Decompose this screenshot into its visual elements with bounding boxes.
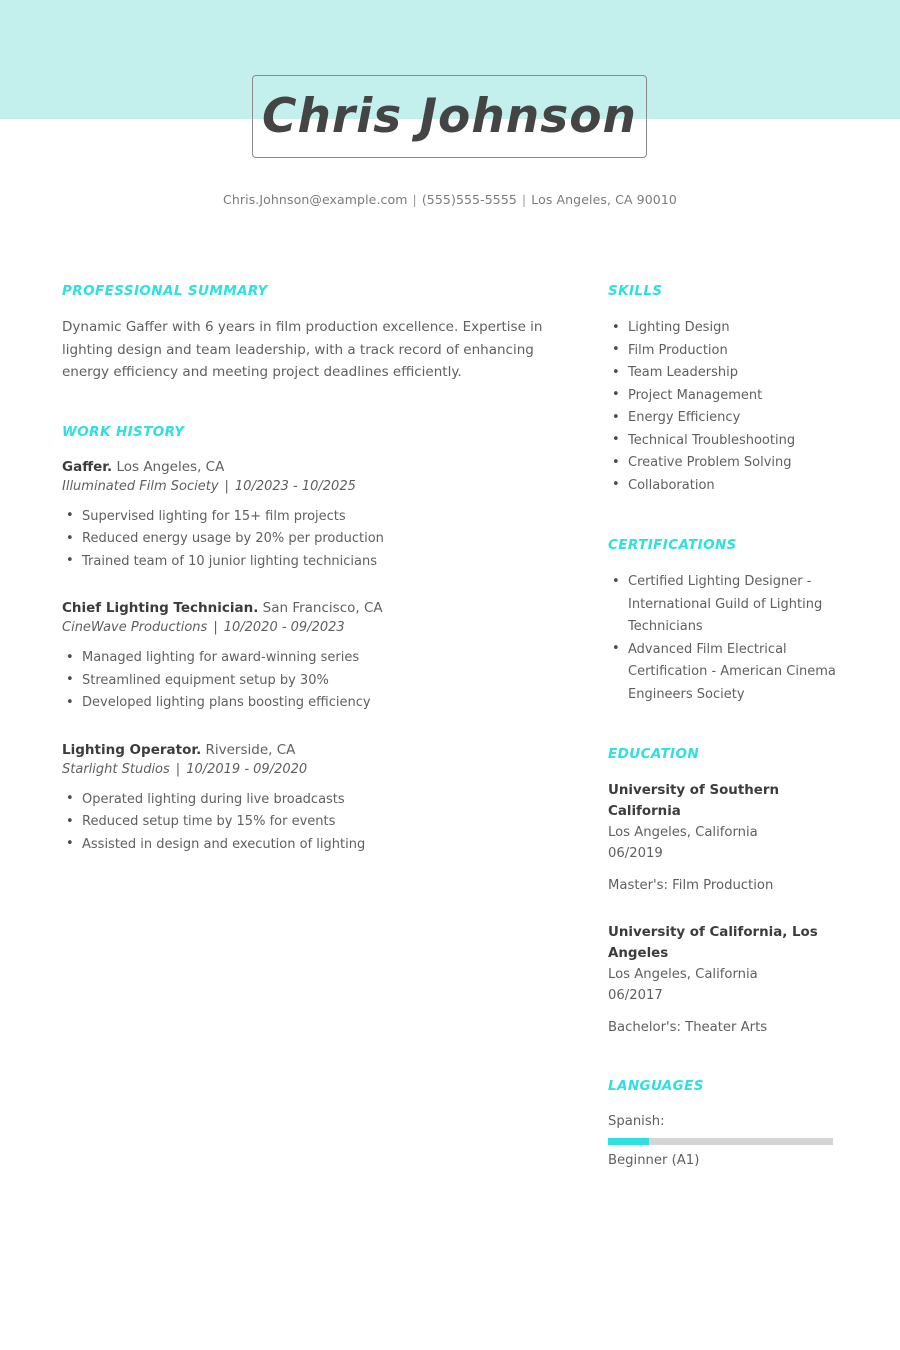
job-title: Gaffer. [62, 458, 113, 475]
list-item: • Trained team of 10 junior lighting technicians [62, 551, 552, 574]
list-item: • Operated lighting during live broadcasts [62, 789, 552, 812]
page-title: Chris Johnson [261, 89, 637, 144]
language-name: Spanish: [608, 1114, 665, 1129]
job-company: Illuminated Film Society [62, 478, 219, 494]
list-item: • Reduced energy usage by 20% per production [62, 528, 552, 551]
job-dates: 10/2019 - 09/2020 [186, 761, 308, 777]
job-title: Chief Lighting Technician. [62, 600, 259, 616]
section-languages [608, 1078, 840, 1171]
contact-separator-1: | [412, 192, 417, 207]
job-meta-line [62, 760, 552, 780]
name-box [252, 75, 647, 158]
certifications-list [608, 571, 840, 706]
skills-heading: SKILLS [608, 283, 663, 299]
job-entry [62, 740, 552, 857]
section-professional-summary [62, 283, 552, 384]
job-meta-separator: | [175, 761, 181, 777]
skills-list [608, 317, 840, 497]
section-education [608, 746, 840, 1038]
job-meta-separator: | [213, 620, 218, 635]
job-title-line [62, 457, 552, 477]
job-location: Los Angeles, CA [112, 458, 225, 475]
job-bullets [62, 789, 552, 857]
skill-item: • Creative Problem Solving [608, 452, 840, 475]
job-title: Lighting Operator. [62, 741, 202, 758]
language-proficiency-fill [608, 1138, 649, 1145]
contact-phone: (555)555-5555 [421, 192, 517, 207]
education-school: University of California, Los Angeles [608, 925, 818, 961]
education-entry [608, 922, 840, 1038]
education-date: 06/2019 [608, 846, 663, 861]
summary-heading: PROFESSIONAL SUMMARY [62, 283, 268, 299]
job-bullets [62, 506, 552, 574]
education-degree: Bachelor's: Theater Arts [608, 1020, 768, 1035]
skill-item: • Project Management [608, 385, 840, 408]
skill-item: • Film Production [608, 340, 840, 363]
job-entry [62, 457, 552, 574]
job-title-line [62, 598, 552, 618]
work-history-heading: WORK HISTORY [62, 423, 185, 440]
list-item: • Reduced setup time by 15% for events [62, 811, 552, 834]
certification-item: • Certified Lighting Designer - International Guild of Lighting Technicians [608, 571, 840, 639]
section-work-history [62, 424, 552, 857]
job-location: San Francisco, CA [258, 600, 383, 616]
language-entry [608, 1112, 840, 1171]
language-proficiency-bar [608, 1138, 833, 1145]
contact-line [0, 192, 900, 207]
job-list [62, 457, 552, 857]
education-degree: Master's: Film Production [608, 878, 774, 893]
contact-separator-2: | [521, 192, 527, 207]
section-skills [608, 283, 840, 497]
job-meta-separator: | [224, 478, 229, 494]
list-item: • Streamlined equipment setup by 30% [62, 670, 552, 693]
job-location: Riverside, CA [201, 741, 296, 758]
job-entry [62, 598, 552, 715]
skill-item: • Collaboration [608, 475, 840, 498]
education-location: Los Angeles, California [608, 967, 758, 982]
list-item: • Developed lighting plans boosting efficiency [62, 692, 552, 715]
certifications-heading: CERTIFICATIONS [608, 537, 737, 553]
left-column [62, 283, 552, 856]
job-title-line [62, 740, 552, 760]
job-meta-line [62, 618, 552, 638]
languages-heading: LANGUAGES [608, 1078, 704, 1094]
education-location: Los Angeles, California [608, 825, 758, 840]
list-item: • Managed lighting for award-winning series [62, 647, 552, 670]
languages-list [608, 1112, 840, 1171]
education-list [608, 780, 840, 1038]
job-company: CineWave Productions [62, 620, 208, 635]
summary-text: Dynamic Gaffer with 6 years in film production excellence. Expertise in lighting design and team leadership, with a track record of enhancing energy efficiency and meeting project deadlines efficiently. [62, 319, 543, 380]
contact-email: Chris.Johnson@example.com [223, 192, 408, 207]
contact-location: Los Angeles, CA 90010 [531, 192, 677, 207]
education-school: University of Southern California [608, 783, 779, 819]
skill-item: • Lighting Design [608, 317, 840, 340]
list-item: • Assisted in design and execution of lighting [62, 834, 552, 857]
job-company: Starlight Studios [62, 761, 170, 777]
job-bullets [62, 647, 552, 715]
skill-item: • Technical Troubleshooting [608, 430, 840, 453]
skill-item: • Energy Efficiency [608, 407, 840, 430]
job-dates: 10/2020 - 09/2023 [223, 620, 345, 635]
education-heading: EDUCATION [608, 746, 700, 762]
section-certifications [608, 537, 840, 706]
list-item: • Supervised lighting for 15+ film projects [62, 506, 552, 529]
right-column [608, 283, 840, 1171]
education-date: 06/2017 [608, 988, 663, 1003]
job-meta-line [62, 477, 552, 497]
job-dates: 10/2023 - 10/2025 [234, 478, 356, 494]
certification-item: • Advanced Film Electrical Certification - American Cinema Engineers Society [608, 639, 840, 707]
education-entry [608, 780, 840, 896]
language-level: Beginner (A1) [608, 1153, 700, 1168]
skill-item: • Team Leadership [608, 362, 840, 385]
